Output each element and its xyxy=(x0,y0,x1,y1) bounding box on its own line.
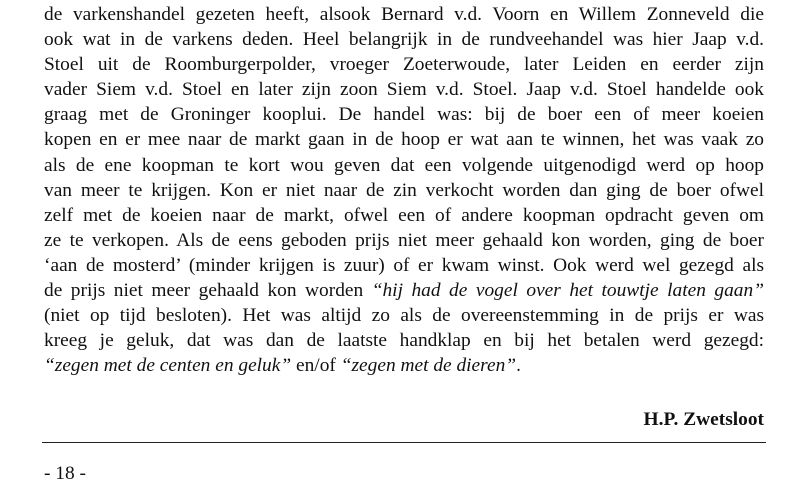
text-line-1: de varkenshandel gezeten heeft, alsook Bernard v.d. Voorn en Willem Zonneveld die xyxy=(44,4,764,25)
text-line-4: vader Siem v.d. Stoel en later zijn zoon Siem v.d. Stoel. Jaap v.d. Stoel handelde ook xyxy=(44,79,764,101)
text-line-9: zelf met de koeien naar de markt, ofwel een of andere koopman opdracht geven om xyxy=(44,204,764,226)
article-body xyxy=(44,0,764,378)
text-line-14: kreeg je geluk, dat was dan de laatste handklap en bij het betalen werd gezegd: xyxy=(44,330,764,352)
text-line-5: graag met de Groninger kooplui. De handel was: bij de boer een of meer koeien xyxy=(44,104,764,126)
text-line-12 xyxy=(44,278,764,303)
text-line-3: Stoel uit de Roomburgerpolder, vroeger Zoeterwoude, later Leiden en eerder zijn xyxy=(44,54,764,76)
text-line-8: van meer te krijgen. Kon er niet naar de zin verkocht worden dan ging de boer ofwel xyxy=(44,179,764,201)
text-line-13: (niet op tijd besloten). Het was altijd zo als de overeenstemming in de prijs er was xyxy=(44,305,764,327)
quote-centen: “zegen met de centen en geluk” xyxy=(44,355,292,377)
text-line-12-prefix: de prijs niet meer gehaald kon worden xyxy=(44,280,372,302)
quote-vogel: “hij had de vogel over het touwtje laten gaan” xyxy=(371,280,764,302)
text-line-7: als de ene koopman te kort wou geven dat een volgende uitgenodigd werd op hoop xyxy=(44,154,764,176)
text-line-10: ze te verkopen. Als de eens geboden prijs niet meer gehaald kon worden, ging de boer xyxy=(44,229,764,251)
footer-divider xyxy=(42,442,766,443)
document-page xyxy=(44,0,764,484)
page-number: - 18 - xyxy=(44,463,87,484)
quote-dieren: “zegen met de dieren” xyxy=(340,355,517,377)
text-line-15-end: . xyxy=(516,355,521,377)
text-line-15-mid: en/of xyxy=(291,355,341,377)
author-signature: H.P. Zwetsloot xyxy=(643,409,764,430)
text-line-6: kopen en er mee naar de markt gaan in de hoop er wat aan te winnen, het was vaak zo xyxy=(44,129,764,151)
text-line-15 xyxy=(44,353,764,378)
text-line-11: ‘aan de mosterd’ (minder krijgen is zuur) of er kwam winst. Ook werd wel gezegd als xyxy=(44,254,764,276)
text-line-2: ook wat in de varkens deden. Heel belangrijk in de rundveehandel was hier Jaap v.d. xyxy=(44,29,764,51)
